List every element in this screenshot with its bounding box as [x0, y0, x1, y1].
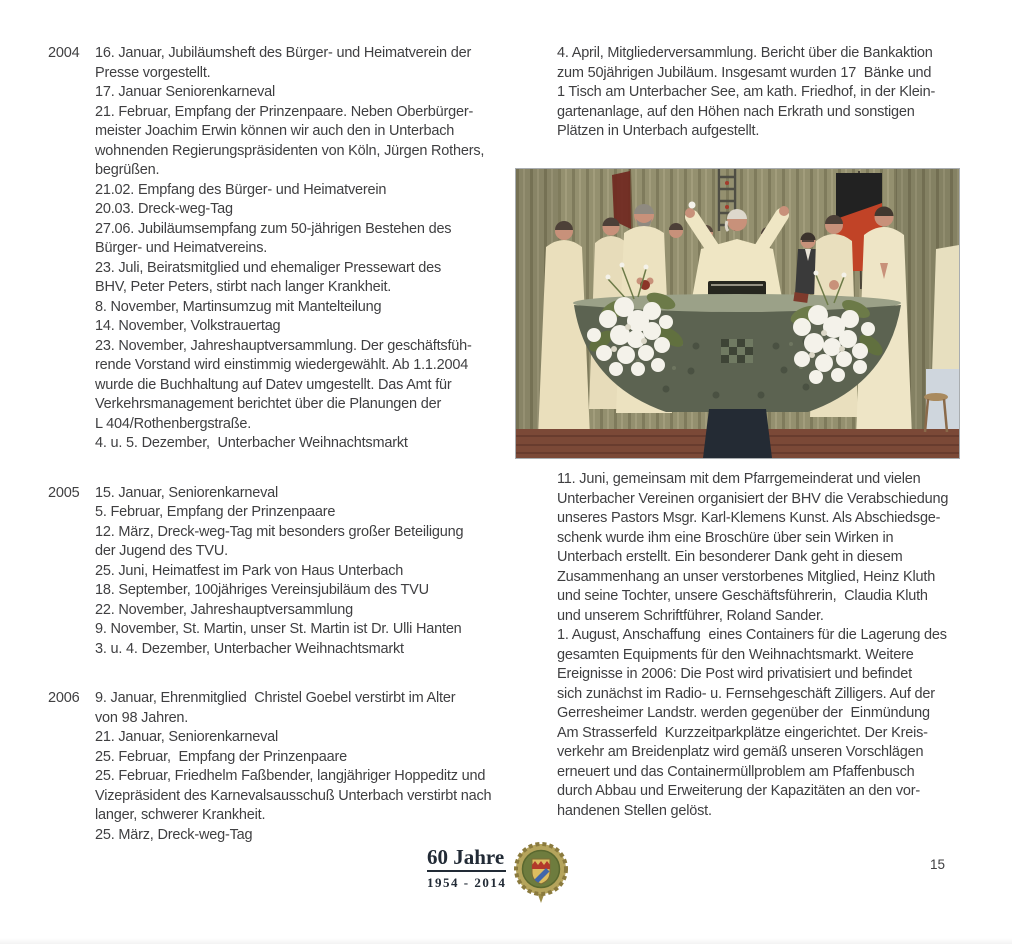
- text-line: begrüßen.: [95, 162, 160, 178]
- text-line: 25. Februar, Empfang der Prinzenpaare: [95, 748, 347, 765]
- text-line: meister Joachim Erwin können wir auch den in Unterbach: [95, 123, 455, 139]
- right-paragraph-april: [557, 44, 997, 142]
- page-bottom-shadow: [0, 938, 1012, 944]
- timeline-entries-2006: [95, 689, 491, 845]
- text-line: 14. November, Volkstrauertag: [95, 318, 281, 334]
- text-line: 1 Tisch am Unterbacher See, am kath. Friedhof, in der Klein-: [557, 84, 936, 100]
- timeline-section-2005: [48, 484, 518, 660]
- text-line: durch Abbau und Erweiterung der Kapazitäten an den vor-: [557, 783, 921, 799]
- anniversary-logo-text: [427, 846, 506, 891]
- text-line: 18. September, 100jähriges Vereinsjubiläum des TVU: [95, 582, 429, 598]
- text-line: 17. Januar Seniorenkarneval: [95, 84, 275, 100]
- text-line: handenen Stellen gelöst.: [557, 802, 712, 819]
- text-line: 21.02. Empfang des Bürger- und Heimatverein: [95, 181, 387, 198]
- text-line: Bürger- und Heimatvereins.: [95, 240, 268, 256]
- text-line: 21. Februar, Empfang der Prinzenpaare. Neben Oberbürger-: [95, 103, 474, 120]
- text-line: 5. Februar, Empfang der Prinzenpaare: [95, 504, 336, 520]
- timeline-entries-2005: [95, 484, 463, 660]
- altar-pedestal: [703, 409, 772, 458]
- text-line: unseres Pastors Msgr. Karl-Klemens Kunst. Als Abschiedsge-: [557, 510, 941, 526]
- text-line: 9. Januar, Ehrenmitglied Christel Goebel verstirbt im Alter: [95, 690, 456, 706]
- text-line: 25. März, Dreck-weg-Tag: [95, 826, 253, 843]
- text-line: der Jugend des TVU.: [95, 543, 228, 559]
- timeline-column: [48, 44, 518, 845]
- text-line: 20.03. Dreck-weg-Tag: [95, 201, 233, 217]
- text-line: sich zunächst im Radio- u. Fernsehgeschäft Zilligers. Auf der: [557, 685, 935, 702]
- text-line: 8. November, Martinsumzug mit Mantelteilung: [95, 298, 382, 315]
- text-line: 1. August, Anschaffung eines Containers für die Lagerung des: [557, 627, 947, 643]
- text-line: 16. Januar, Jubiläumsheft des Bürger- und Heimatverein der: [95, 45, 472, 61]
- timeline-section-2004: [48, 44, 518, 454]
- text-line: zum 50jährigen Jubiläum. Insgesamt wurden 17 Bänke und: [557, 64, 932, 81]
- text-line: 3. u. 4. Dezember, Unterbacher Weihnachtsmarkt: [95, 640, 404, 657]
- text-line: 25. Juni, Heimatfest im Park von Haus Unterbach: [95, 562, 404, 579]
- text-line: schenk wurde ihm eine Broschüre über sein Wirken in: [557, 529, 894, 546]
- text-line: 9. November, St. Martin, unser St. Martin ist Dr. Ulli Hanten: [95, 621, 462, 637]
- text-line: 25. Februar, Friedhelm Faßbender, langjähriger Hoppeditz und: [95, 768, 486, 784]
- unterbach-crest-icon: [513, 840, 569, 904]
- year-label: 2005: [48, 484, 80, 501]
- logo-years: 1954 - 2014: [427, 875, 507, 890]
- text-line: 12. März, Dreck-weg-Tag mit besonders großer Beteiligung: [95, 523, 464, 540]
- text-line: Gerresheimer Landstr. werden gegenüber der Einmündung: [557, 705, 930, 721]
- text-line: und seine Tochter, unsere Geschäftsführerin, Claudia Kluth: [557, 588, 928, 604]
- text-line: Am Strasserfeld Kurzzeitparkplätze eingerichtet. Der Kreis-: [557, 724, 928, 741]
- right-paragraph-juni-august: [557, 470, 997, 821]
- text-line: rende Vorstand wird einstimmig wiedergewählt. Ab 1.1.2004: [95, 357, 469, 373]
- text-line: und unserem Schriftführer, Roland Sander.: [557, 607, 824, 624]
- text-line: 4. u. 5. Dezember, Unterbacher Weihnachtsmarkt: [95, 435, 408, 451]
- text-line: 23. November, Jahreshauptversammlung. Der geschäftsfüh-: [95, 337, 472, 354]
- text-line: 4. April, Mitgliederversammlung. Bericht über die Bankaktion: [557, 45, 933, 61]
- text-line: gesamten Equipments für den Weihnachtsmarkt. Weitere: [557, 646, 914, 663]
- text-line: Presse vorgestellt.: [95, 64, 211, 81]
- logo-title: 60 Jahre: [427, 846, 506, 872]
- timeline-section-2006: [48, 689, 518, 845]
- text-line: 15. Januar, Seniorenkarneval: [95, 484, 279, 501]
- text-line: wurde die Buchhaltung auf Datev umgestellt. Das Amt für: [95, 376, 452, 393]
- text-line: Plätzen in Unterbach aufgestellt.: [557, 123, 760, 139]
- anniversary-logo: [427, 846, 569, 904]
- text-line: Verkehrsmanagement berichtet über die Planungen der: [95, 396, 442, 412]
- text-line: 27.06. Jubiläumsempfang zum 50-jährigen Bestehen des: [95, 220, 452, 237]
- text-line: wohnenden Regierungspräsidenten von Köln, Jürgen Rothers,: [95, 142, 485, 159]
- text-line: verkehr am Breidenplatz wird gemäß unseren Vorschlägen: [557, 744, 924, 760]
- church-service-photo: [515, 168, 960, 459]
- text-line: 23. Juli, Beiratsmitglied und ehemaliger Pressewart des: [95, 259, 442, 276]
- text-line: Zusammenhang an unser verstorbenes Mitglied, Heinz Kluth: [557, 568, 936, 585]
- text-line: Ereignisse in 2006: Die Post wird privatisiert und befindet: [557, 666, 912, 682]
- text-line: L 404/Rothenbergstraße.: [95, 415, 252, 432]
- text-line: 22. November, Jahreshauptversammlung: [95, 601, 353, 618]
- page-number: 15: [930, 857, 946, 872]
- text-line: 21. Januar, Seniorenkarneval: [95, 729, 279, 745]
- year-label: 2006: [48, 690, 80, 706]
- text-line: 11. Juni, gemeinsam mit dem Pfarrgemeinderat und vielen: [557, 471, 921, 487]
- altar-checker-pattern: [721, 339, 753, 363]
- text-line: erneuert und das Containermüllproblem am Pfaffenbusch: [557, 763, 915, 780]
- text-line: gartenanlage, auf den Höhen nach Erkrath und sonstigen: [557, 103, 915, 120]
- text-line: Vizepräsident des Karnevalsausschuß Unterbach verstirbt nach: [95, 787, 492, 804]
- text-line: Unterbacher Vereinen organisiert der BHV die Verabschiedung: [557, 490, 949, 507]
- timeline-entries-2004: [95, 44, 484, 454]
- year-label: 2004: [48, 45, 80, 61]
- text-line: von 98 Jahren.: [95, 709, 189, 726]
- text-line: BHV, Peter Peters, stirbt nach langer Krankheit.: [95, 279, 392, 295]
- text-line: langer, schwerer Krankheit.: [95, 807, 266, 823]
- text-line: Unterbach erstellt. Ein besonderer Dank geht in diesem: [557, 549, 903, 565]
